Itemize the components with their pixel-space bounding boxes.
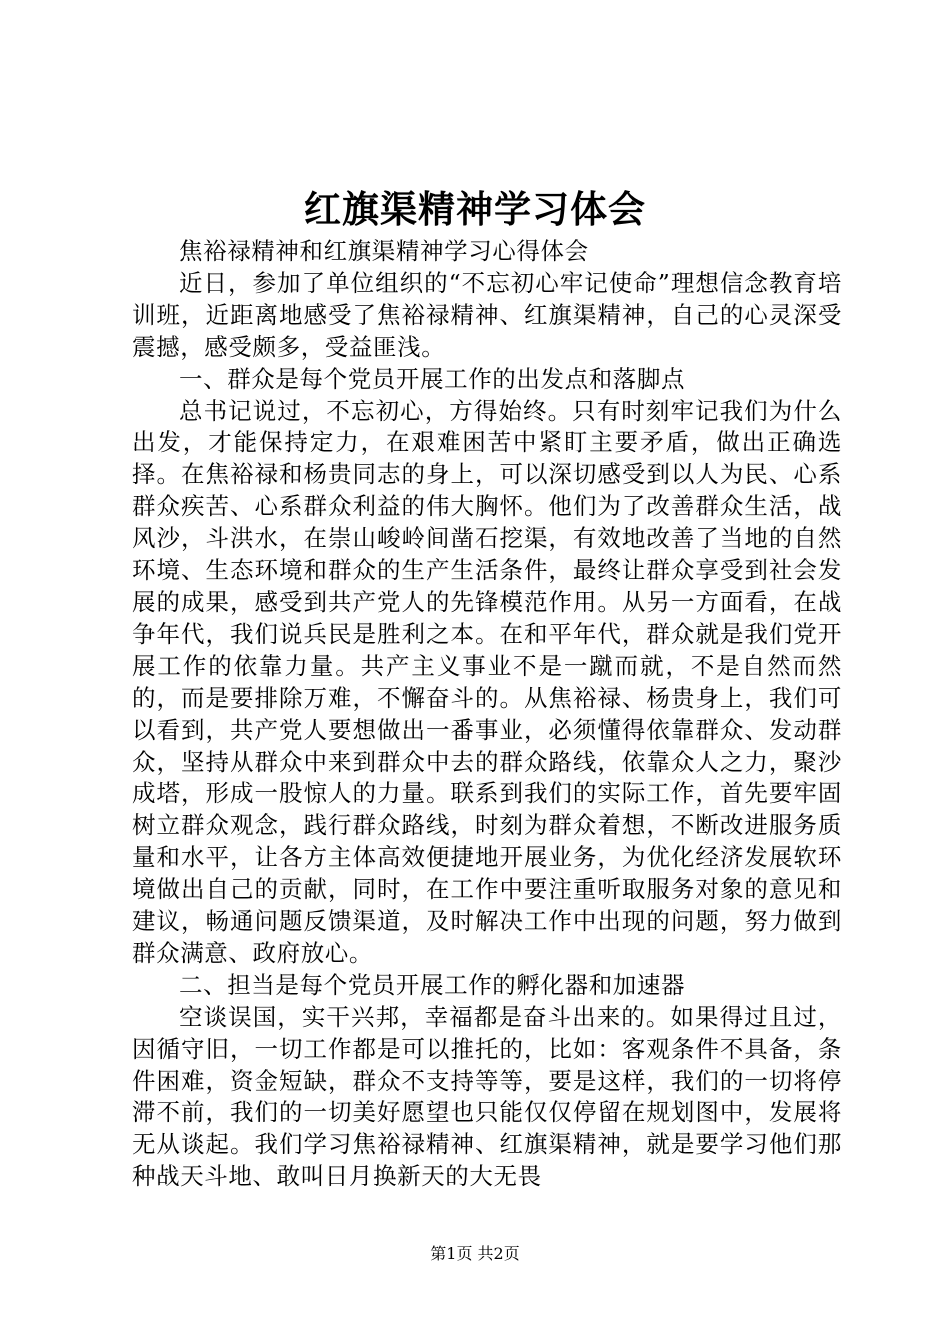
section-heading-2: 二、担当是每个党员开展工作的孵化器和加速器 bbox=[179, 970, 686, 999]
paragraph-intro: 近日，参加了单位组织的“不忘初心牢记使命”理想信念教育培训班，近距离地感受了焦裕禄精神、红旗渠精神，自己的心灵深受震撼，感受颇多，受益匪浅。 bbox=[132, 268, 842, 361]
paragraph-section-2: 空谈误国，实干兴邦，幸福都是奋斗出来的。如果得过且过，因循守旧，一切工作都是可以推托的，比如：客观条件不具备，条件困难，资金短缺，群众不支持等等，要是这样，我们的一切将停滞不前，我们的一切美好愿望也只能仅仅停留在规划图中，发展将无从谈起。我们学习焦裕禄精神、红旗渠精神，就是要学习他们那种战天斗地、敢叫日月换新天的大无畏 bbox=[132, 1002, 842, 1191]
section-heading-1: 一、群众是每个党员开展工作的出发点和落脚点 bbox=[179, 364, 686, 393]
document-body bbox=[132, 236, 842, 1193]
paragraph-section-1: 总书记说过，不忘初心，方得始终。只有时刻牢记我们为什么出发，才能保持定力，在艰难困苦中紧盯主要矛盾，做出正确选择。在焦裕禄和杨贵同志的身上，可以深切感受到以人为民、心系群众疾苦、心系群众利益的伟大胸怀。他们为了改善群众生活，战风沙，斗洪水，在崇山峻岭间凿石挖渠，有效地改善了当地的自然环境、生态环境和群众的生产生活条件，最终让群众享受到社会发展的成果，感受到共产党人的先锋模范作用。从另一方面看，在战争年代，我们说兵民是胜利之本。在和平年代，群众就是我们党开展工作的依靠力量。共产主义事业不是一蹴而就，不是自然而然的，而是要排除万难，不懈奋斗的。从焦裕禄、杨贵身上，我们可以看到，共产党人要想做出一番事业，必须懂得依靠群众、发动群众，坚持从群众中来到群众中去的群众路线，依靠众人之力，聚沙成塔，形成一股惊人的力量。联系到我们的实际工作，首先要牢固树立群众观念，践行群众路线，时刻为群众着想，不断改进服务质量和水平，让各方主体高效便捷地开展业务，为优化经济发展软环境做出自己的贡献，同时，在工作中要注重听取服务对象的意见和建议，畅通问题反馈渠道，及时解决工作中出现的问题，努力做到群众满意、政府放心。 bbox=[132, 396, 842, 967]
page-number-footer: 第1页 共2页 bbox=[430, 1244, 520, 1263]
document-title: 红旗渠精神学习体会 bbox=[304, 187, 646, 231]
paragraph-subtitle: 焦裕禄精神和红旗渠精神学习心得体会 bbox=[179, 237, 589, 265]
